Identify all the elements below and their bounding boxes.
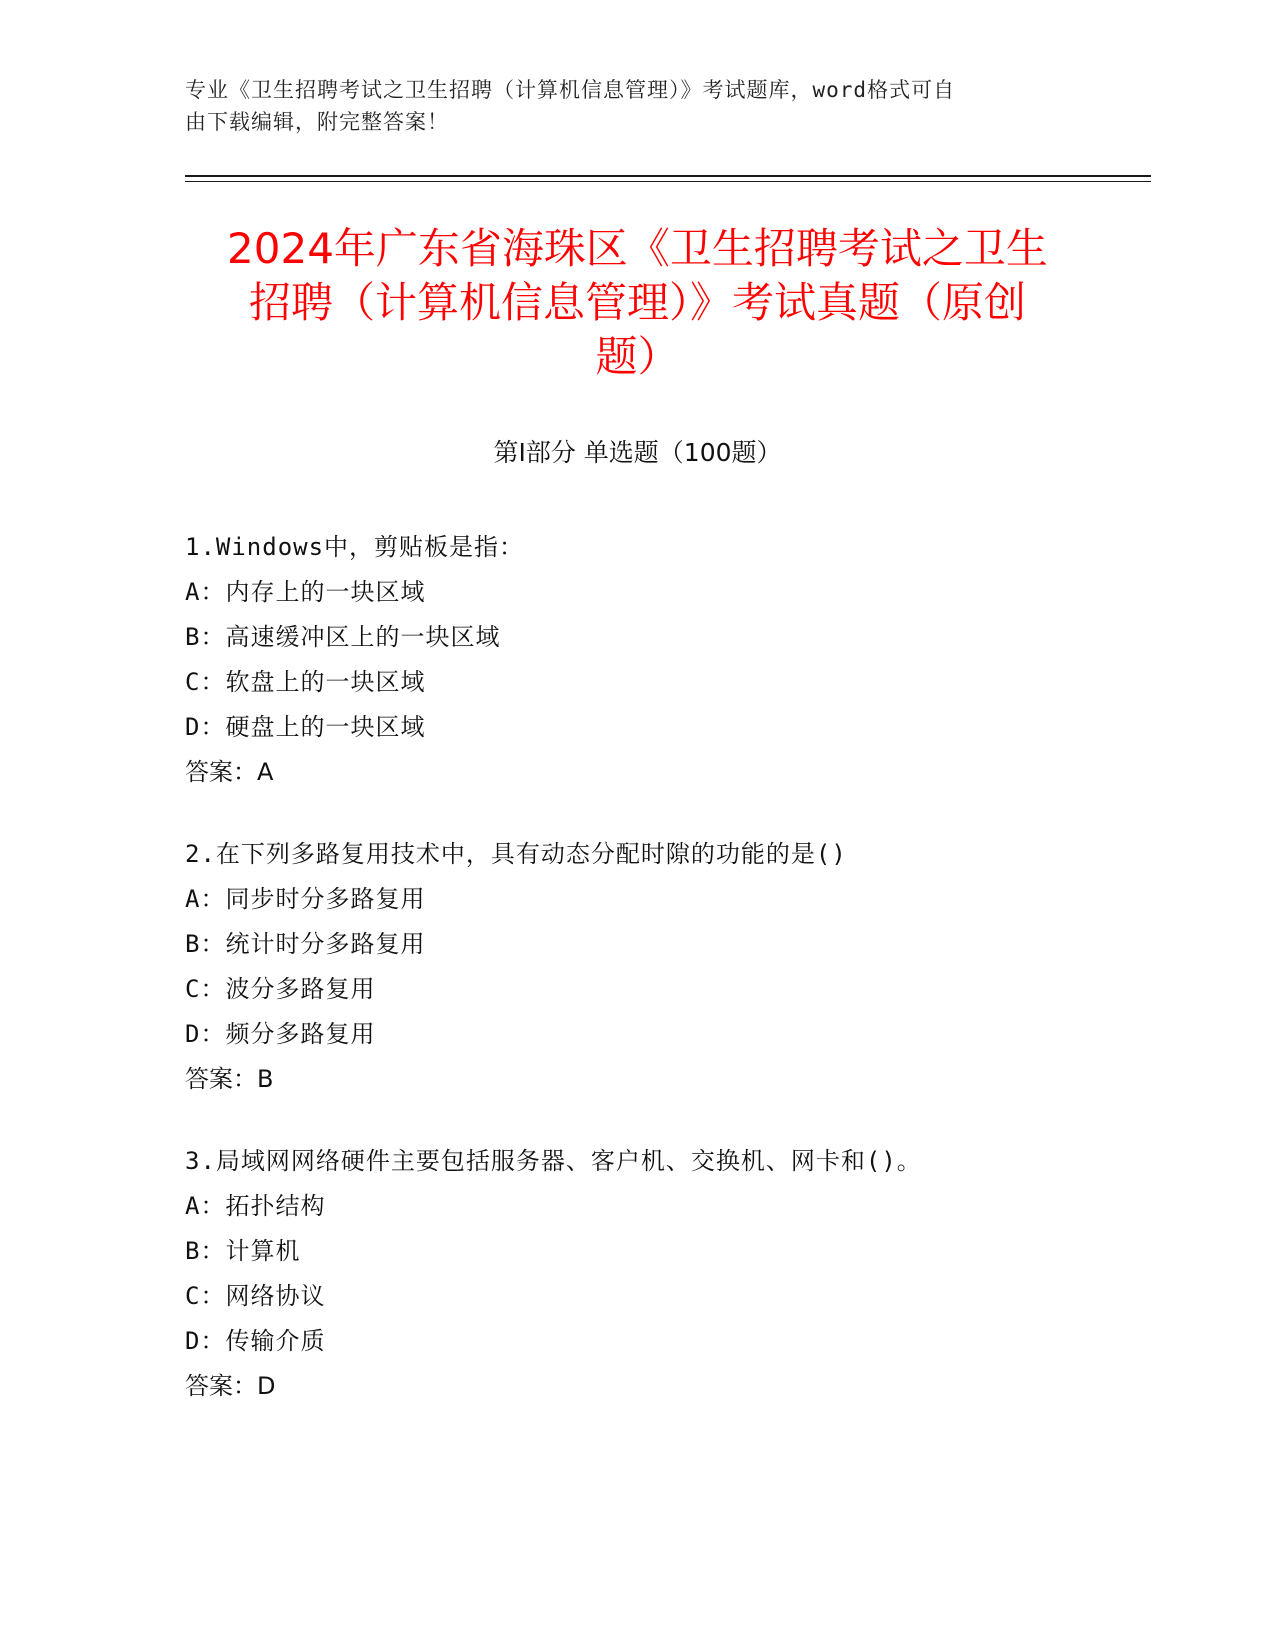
option-c: C：波分多路复用 <box>185 975 376 1003</box>
header-divider-thick <box>185 175 1151 177</box>
title-line-1: 2024年广东省海珠区《卫生招聘考试之卫生 <box>227 224 1048 273</box>
option-d: D：频分多路复用 <box>185 1020 376 1048</box>
header-note-line-2: 由下载编辑，附完整答案！ <box>185 110 449 134</box>
answer-key: 答案：A <box>185 758 274 786</box>
question-stem: 2.在下列多路复用技术中，具有动态分配时隙的功能的是() <box>185 840 847 868</box>
document-title <box>185 222 1090 384</box>
header-divider-thin <box>185 181 1151 182</box>
question-block <box>185 832 1125 1102</box>
header-note-line-1: 专业《卫生招聘考试之卫生招聘（计算机信息管理）》考试题库，word格式可自 <box>185 78 956 102</box>
option-a: A：内存上的一块区域 <box>185 578 426 606</box>
option-b: B：统计时分多路复用 <box>185 930 426 958</box>
question-block <box>185 525 1125 795</box>
option-a: A：拓扑结构 <box>185 1192 326 1220</box>
option-d: D：硬盘上的一块区域 <box>185 713 426 741</box>
title-line-3: 题） <box>595 332 680 381</box>
option-c: C：网络协议 <box>185 1282 326 1310</box>
title-line-2: 招聘（计算机信息管理）》考试真题（原创 <box>248 278 1026 327</box>
section-heading: 第Ⅰ部分 单选题（100题） <box>493 438 782 467</box>
option-d: D：传输介质 <box>185 1327 326 1355</box>
option-a: A：同步时分多路复用 <box>185 885 426 913</box>
question-stem: 3.局域网网络硬件主要包括服务器、客户机、交换机、网卡和()。 <box>185 1147 922 1175</box>
question-block <box>185 1139 1125 1409</box>
option-b: B：高速缓冲区上的一块区域 <box>185 623 501 651</box>
question-stem: 1.Windows中，剪贴板是指： <box>185 533 525 561</box>
answer-key: 答案：D <box>185 1372 276 1400</box>
answer-key: 答案：B <box>185 1065 274 1093</box>
option-c: C：软盘上的一块区域 <box>185 668 426 696</box>
document-header-note <box>185 74 1065 138</box>
option-b: B：计算机 <box>185 1237 301 1265</box>
